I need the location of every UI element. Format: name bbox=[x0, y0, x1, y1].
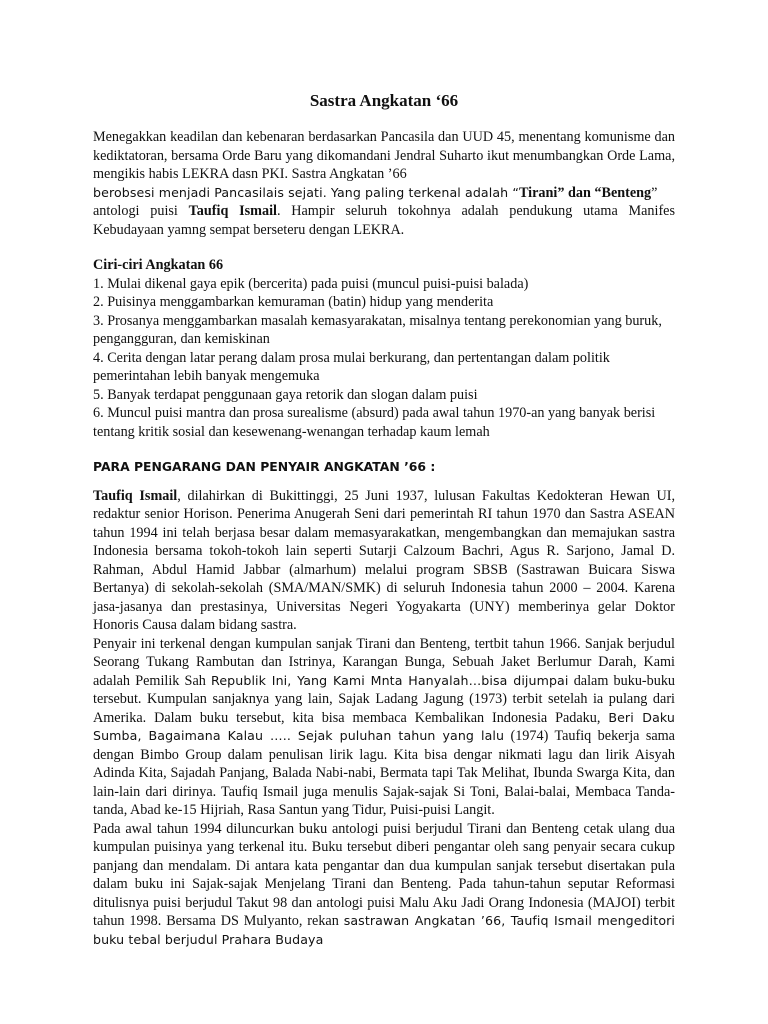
intro-text-2-post: . Hampir seluruh tokohnya adalah pendukung utama Manifes Kebudayaan yamng sempat berseteru dengan LEKRA. bbox=[93, 203, 675, 238]
list-item: 6. Muncul puisi mantra dan prosa surealisme (absurd) pada awal tahun 1970-an yang banyak berisi tentang kritik sosial dan kesewenang-wenangan terhadap kaum lemah bbox=[93, 405, 656, 440]
list-item: 5. Banyak terdapat penggunaan gaya retorik dan slogan dalam puisi bbox=[93, 386, 478, 403]
list-item: 2. Puisinya menggambarkan kemuraman (batin) hidup yang menderita bbox=[93, 294, 494, 310]
anthology-text: Pada awal tahun 1994 diluncurkan buku antologi puisi berjudul Tirani dan Benteng cetak ulang dua kumpulan puisinya yang terkenal itu. Buku tersebut diberi pengantar oleh sang penyair secara cukup panjang dan mendalam. Di antara kata pengantar dan dua kumpulan sanjak tersebut disertakan pula dalam buku ini Sajak-sajak Menjelang Tirani dan Benteng. Pada tahun-tahun seputar Reformasi ditulisnya puisi berjudul Takut 98 dan antologi puisi Malu Aku Jadi Orang Indonesia (MAJOI) terbit tahun 1998. Bersama DS Mulyanto, rekan bbox=[93, 820, 675, 929]
list-item: 3. Prosanya menggambarkan masalah kemasyarakatan, misalnya tentang perekonomian yang buruk, pengangguran, dan kemiskinan bbox=[93, 312, 662, 347]
anthology-paragraph bbox=[93, 820, 675, 950]
anthology-text-sans: sastrawan Angkatan ’66, Taufiq Ismail mengeditori buku tebal berjudul Prahara Budaya bbox=[93, 913, 676, 947]
intro-text-2-pre: antologi puisi bbox=[93, 203, 178, 219]
spacer bbox=[93, 239, 675, 256]
works-text-a: Penyair ini terkenal dengan kumpulan sanjak Tirani dan Benteng, tertbit tahun 1966. Sanjak berjudul Seorang Tukang Rambutan dan Istrinya, Karangan Bunga, Sebuah Jaket Berlumur Darah, Kami adalah Pemilik Sah bbox=[93, 635, 675, 689]
list-item: 1. Mulai dikenal gaya epik (bercerita) pada puisi (muncul puisi-puisi balada) bbox=[93, 275, 529, 292]
works-text-b-sans: Beri Daku Sumba, Bagaimana Kalau ….. Sejak puluhan tahun yang lalu bbox=[93, 709, 675, 743]
spacer bbox=[93, 441, 675, 458]
author-name: Taufiq Ismail bbox=[93, 487, 178, 504]
intro-text-sans: berobsesi menjadi Pancasilais sejati. Yang paling terkenal adalah “ bbox=[93, 184, 519, 200]
ciri-heading: Ciri-ciri Angkatan 66 bbox=[93, 257, 224, 273]
spacer bbox=[93, 477, 675, 487]
intro-bold-tirani: Tirani” dan “Benteng bbox=[518, 184, 652, 201]
ciri-list bbox=[93, 275, 675, 442]
taufiq-bio-paragraph bbox=[93, 487, 675, 635]
document-page bbox=[93, 90, 675, 949]
bio-text: , dilahirkan di Bukittinggi, 25 Juni 1937, lulusan Fakultas Kedokteran Hewan UI, redaktur senior Horison. Penerima Anugerah Seni dari pemerintah RI tahun 1970 dan Sastra ASEAN tahun 1994 ini telah berjasa besar dalam memasyarakatkan, mengembangkan dan memajukan sastra Indonesia bersama tokoh-tokoh lain seperti Sutarji Calzoum Bachri, Agus R. Sarjono, Jamal D. Rahman, Abdul Hamid Jabbar (almarhum) melalui program SBSB (Sastrawan Buicara Siswa Bertanya) di sekolah-sekolah (SMA/MAN/SMK) di seluruh Indonesia tahun 2000 – 2004. Karena jasa-jasanya dan prestasinya, Universitas Negeri Yogyakarta (UNY) memberinya gelar Doktor Honoris Causa dalam bidang sastra. bbox=[93, 487, 675, 633]
intro-quote-close: ” bbox=[651, 184, 658, 201]
pengarang-heading: PARA PENGARANG DAN PENYAIR ANGKATAN ’66 : bbox=[93, 459, 436, 474]
works-text-b: dalam buku-buku tersebut. Kumpulan sanjaknya yang lain, Sajak Ladang Jagung (1973) terbit setelah ia pulang dari Amerika. Dalam buku tersebut, kita bisa membaca Kembalikan Indonesia Padaku, bbox=[93, 672, 676, 726]
page-title: Sastra Angkatan ‘66 bbox=[309, 91, 459, 110]
intro-paragraph bbox=[93, 128, 675, 239]
works-text-c: (1974) Taufiq bekerja sama dengan Bimbo Group dalam penulisan lirik lagu. Kita bisa dengar nikmati lagu dan lirik Aisyah Adinda Kita, Sajadah Panjang, Balada Nabi-nabi, Bermata tapi Tak Melihat, Ibunda Swarga Kita, dan lain-lain dari dirinya. Taufiq Ismail juga menulis Sajak-sajak Si Toni, Balai-balai, Membaca Tanda-tanda, Abad ke-15 Hijriah, Rasa Santun yang Tidur, Puisi-puisi Langit. bbox=[93, 728, 675, 818]
works-text-a-sans: Republik Ini, Yang Kami Mnta Hanyalah…bisa dijumpai bbox=[211, 672, 569, 688]
intro-bold-taufiq: Taufiq Ismail bbox=[188, 203, 277, 219]
works-paragraph bbox=[93, 635, 675, 820]
list-item: 4. Cerita dengan latar perang dalam prosa mulai berkurang, dan pertentangan dalam politik pemerintahan lebih banyak mengemuka bbox=[93, 349, 610, 384]
intro-text-1: Menegakkan keadilan dan kebenaran berdasarkan Pancasila dan UUD 45, menentang komunisme dan kediktatoran, bersama Orde Baru yang dikomandani Jendral Suharto ikut menumbangkan Orde Lama, mengikis habis LEKRA dasn PKI. Sastra Angkatan ’66 bbox=[93, 129, 675, 182]
